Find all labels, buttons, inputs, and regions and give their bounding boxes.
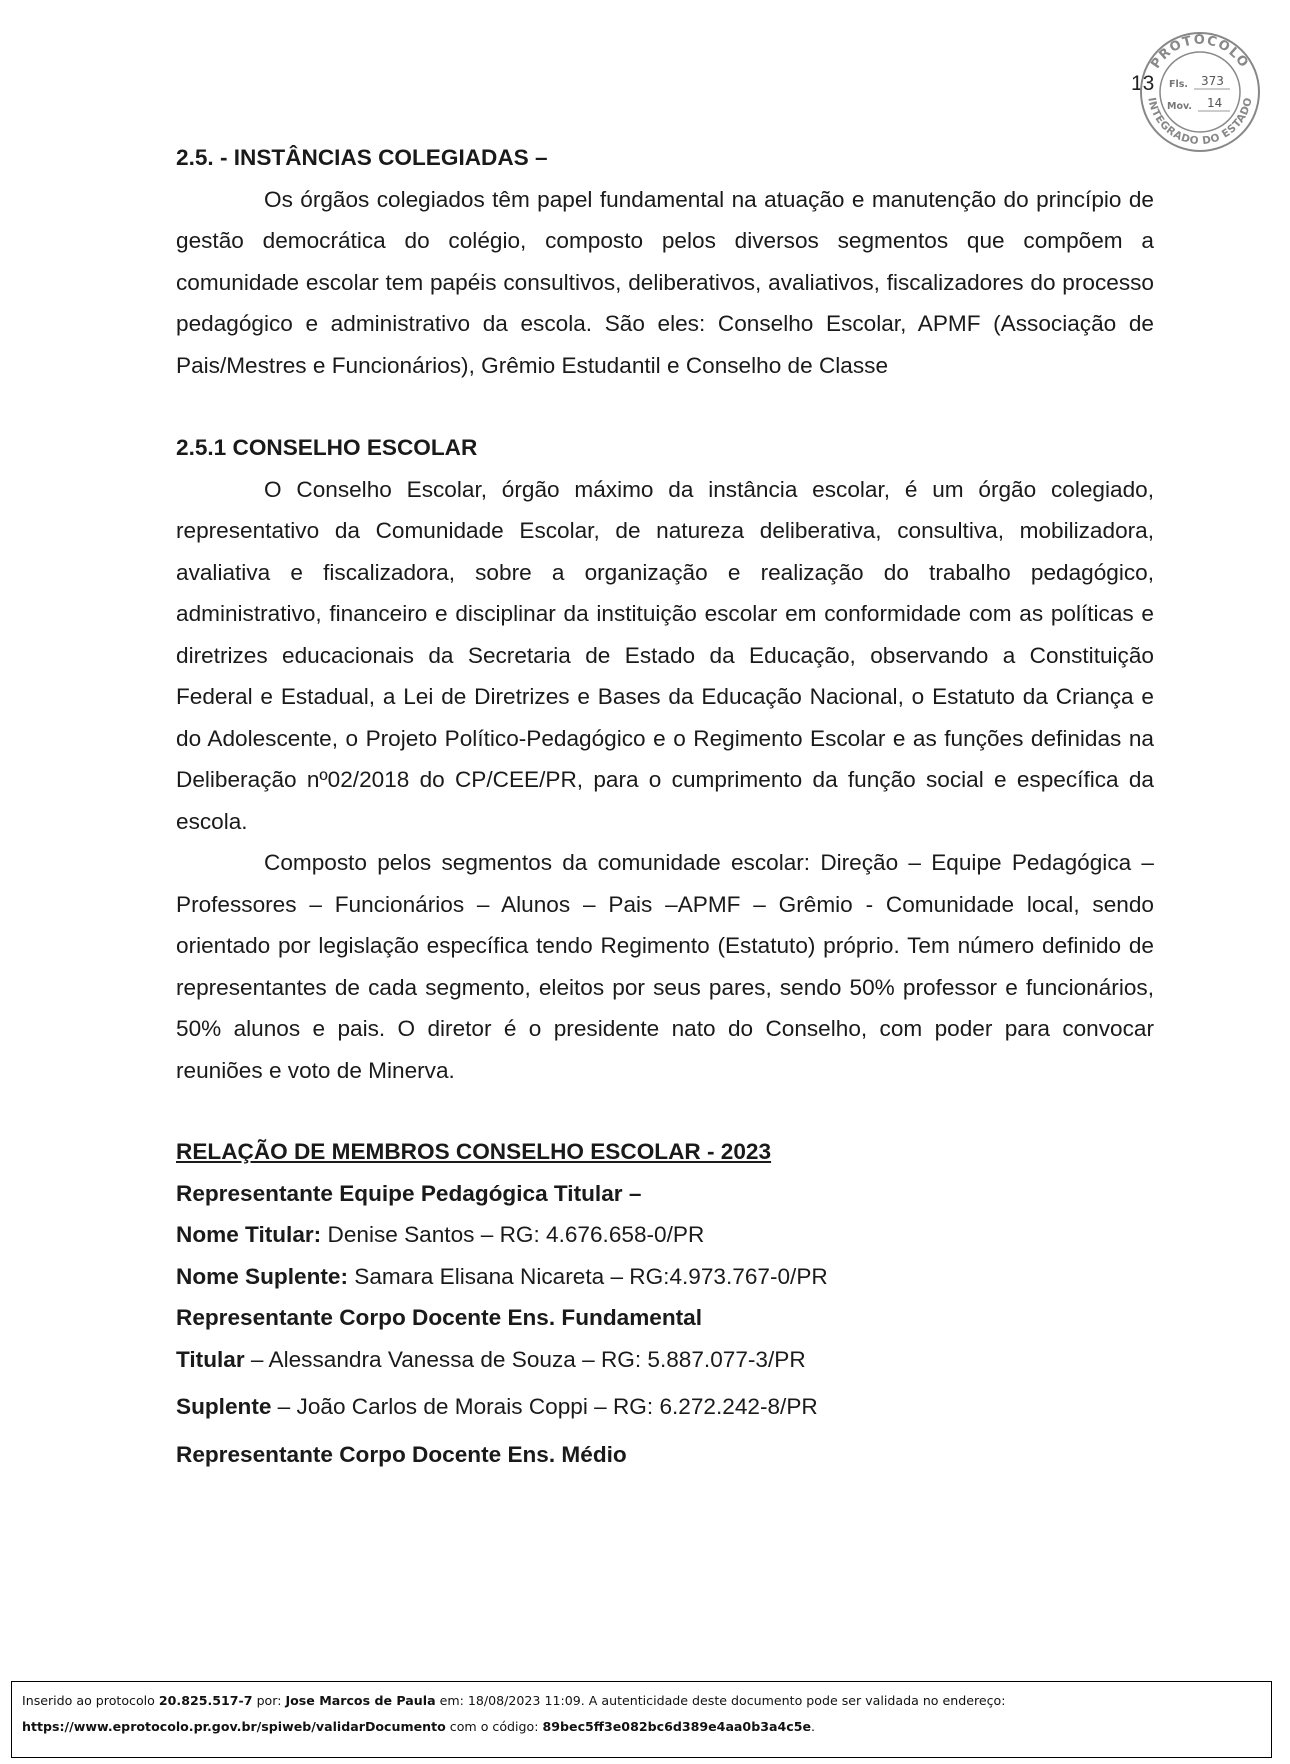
stamp-mov-label: Mov. [1167,101,1193,112]
rep-pedagogica: Representante Equipe Pedagógica Titular – [176,1180,642,1206]
stamp-fls-value: 373 [1201,74,1224,88]
entry-nome-titular: Nome Titular: Denise Santos – RG: 4.676.658-0/PR [176,1222,705,1247]
members-list-title: RELAÇÃO DE MEMBROS CONSELHO ESCOLAR - 2023 [176,1139,772,1164]
paragraph-instancias: Os órgãos colegiados têm papel fundamental na atuação e manutenção do princípio de gestão democrática do colégio, composto pelos diversos segmentos que compõem a comunidade escolar tem papéis consultivos, deliberativos, avaliativos, fiscalizadores do processo pedagógico e administrativo da escola. São eles: Conselho Escolar, APMF (Associação de Pais/Mestres e Funcionários), Grêmio Estudantil e Conselho de Classe [176,186,1154,378]
paragraph-conselho-2: Composto pelos segmentos da comunidade escolar: Direção – Equipe Pedagógica – Professores – Funcionários – Alunos – Pais –APMF – Grêmio - Comunidade local, sendo orientado por legislação específica tendo Regimento (Estatuto) próprio. Tem número definido de representantes de cada segmento, eleitos por seus pares, sendo 50% professor e funcionários, 50% alunos e pais. O diretor é o presidente nato do Conselho, com poder para convocar reuniões e voto de Minerva. [176,850,1154,1083]
validation-code: 89bec5ff3e082bc6d389e4aa0b3a4c5e [542,1719,812,1734]
footer-line-1: Inserido ao protocolo 20.825.517-7 por: Jose Marcos de Paula em: 18/08/2023 11:09. A autenticidade deste documento pode ser validada no endereço: [22,1693,1006,1708]
protocol-stamp [1138,30,1262,154]
stamp-fls-label: Fls. [1169,79,1189,90]
stamp-ring-top: PROTOCOLO [1148,32,1252,72]
validation-footer [11,1681,1272,1758]
section-heading-conselho: 2.5.1 CONSELHO ESCOLAR [176,435,478,460]
entry-nome-suplente: Nome Suplente: Samara Elisana Nicareta – RG:4.973.767-0/PR [176,1263,828,1289]
stamp-ring-bottom: INTEGRADO DO ESTADO [1145,96,1255,148]
footer-line-2: https://www.eprotocolo.pr.gov.br/spiweb/validarDocumento com o código: 89bec5ff3e082bc6d389e4aa0b3a4c5e. [22,1719,816,1734]
rep-docente-fundamental: Representante Corpo Docente Ens. Fundamental [176,1305,703,1330]
section-heading-instancias: 2.5. - INSTÂNCIAS COLEGIADAS – [176,145,548,170]
rep-docente-medio: Representante Corpo Docente Ens. Médio [176,1441,627,1467]
document-body [176,137,1154,1475]
paragraph-conselho-1: O Conselho Escolar, órgão máximo da instância escolar, é um órgão colegiado, representativo da Comunidade Escolar, de natureza deliberativa, consultiva, mobilizadora, avaliativa e fiscalizadora, sobre a organização e realização do trabalho pedagógico, administrativo, financeiro e disciplinar da instituição escolar em conformidade com as políticas e diretrizes educacionais da Secretaria de Estado da Educação, observando a Constituição Federal e Estadual, a Lei de Diretrizes e Bases da Educação Nacional, o Estatuto da Criança e do Adolescente, o Projeto Político-Pedagógico e o Regimento Escolar e as funções definidas na Deliberação nº02/2018 do CP/CEE/PR, para o cumprimento da função social e específica da escola. [176,476,1154,834]
validation-url[interactable]: https://www.eprotocolo.pr.gov.br/spiweb/validarDocumento [22,1719,446,1734]
entry-titular: Titular – Alessandra Vanessa de Souza – RG: 5.887.077-3/PR [176,1346,806,1372]
entry-suplente: Suplente – João Carlos de Morais Coppi – RG: 6.272.242-8/PR [176,1394,818,1419]
page-number: 13 [1131,72,1155,95]
stamp-mov-value: 14 [1207,96,1223,110]
